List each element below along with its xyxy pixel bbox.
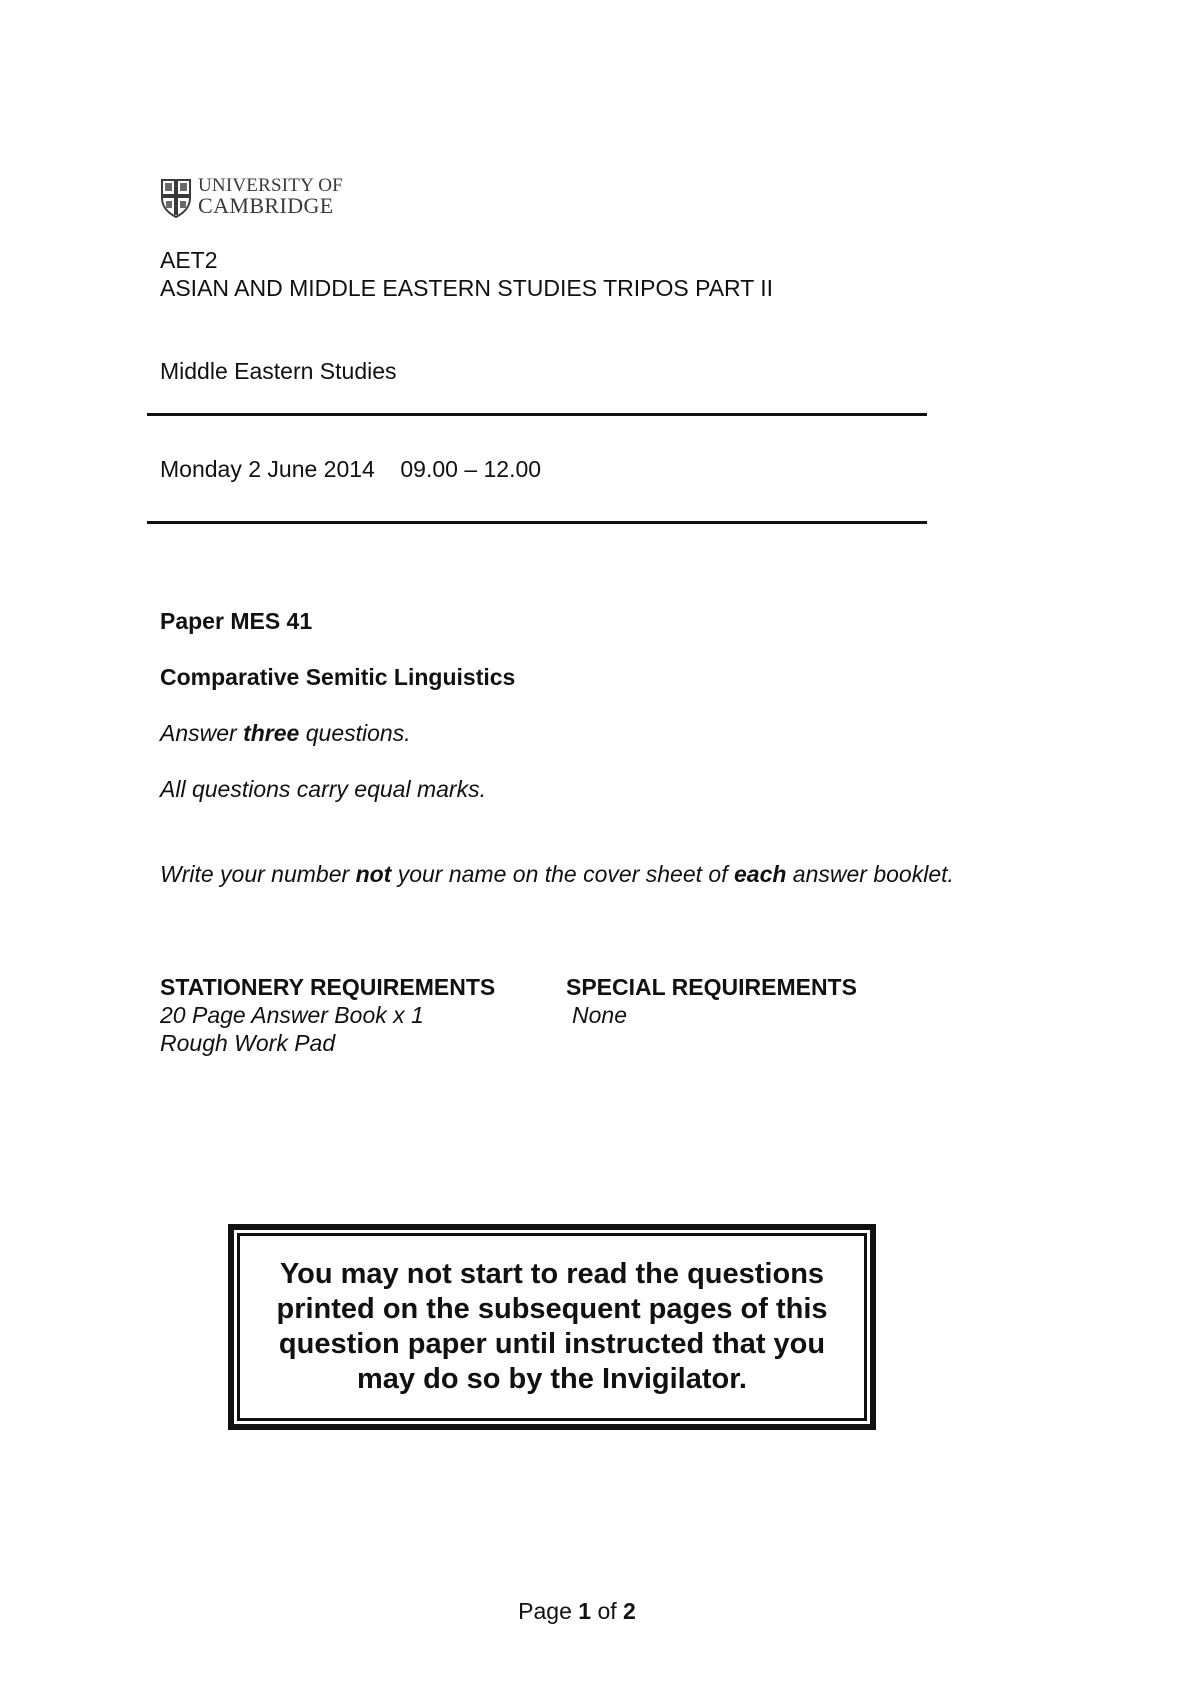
answer-text-pre: Answer (160, 720, 244, 746)
marks-instruction: All questions carry equal marks. (160, 776, 486, 802)
write-emphasis-not: not (355, 861, 392, 887)
invigilator-notice-box (228, 1224, 876, 1430)
stationery-heading: STATIONERY REQUIREMENTS (160, 974, 496, 1000)
answer-count: three (243, 720, 300, 746)
subject-name: Middle Eastern Studies (160, 358, 397, 384)
tripos-title: ASIAN AND MIDDLE EASTERN STUDIES TRIPOS PART II (160, 275, 774, 301)
page-total: 2 (623, 1598, 636, 1624)
university-wordmark (198, 176, 343, 216)
top-divider (147, 413, 927, 416)
paper-code: AET2 (160, 247, 218, 273)
answer-instruction (160, 719, 411, 747)
notice-inner-frame (237, 1233, 867, 1421)
wordmark-line-1: UNIVERSITY OF (198, 175, 343, 196)
answer-text-post: questions. (299, 720, 411, 746)
write-emphasis-each: each (733, 861, 787, 887)
paper-title: Comparative Semitic Linguistics (160, 664, 516, 690)
write-text-pre: Write your number (160, 861, 356, 887)
university-crest-icon (160, 178, 192, 218)
write-text-mid: your name on the cover sheet of (391, 861, 734, 887)
special-value: None (572, 1002, 627, 1028)
bottom-divider (147, 521, 927, 524)
invigilator-notice-text: You may not start to read the questions printed on the subsequent pages of this question paper until instructed that you may do so by the Invigilator. (276, 1258, 828, 1395)
paper-number: Paper MES 41 (160, 608, 313, 634)
page-footer (0, 1598, 1154, 1625)
page-number: 1 (578, 1598, 592, 1624)
wordmark-line-2: CAMBRIDGE (198, 193, 334, 218)
write-text-post: answer booklet. (786, 861, 954, 887)
special-heading: SPECIAL REQUIREMENTS (566, 974, 857, 1000)
exam-date-time: Monday 2 June 2014 09.00 – 12.00 (160, 456, 542, 482)
write-instruction (160, 860, 954, 888)
page-of-label: of (591, 1598, 624, 1624)
stationery-item: 20 Page Answer Book x 1 (160, 1002, 424, 1028)
page-label: Page (518, 1598, 579, 1624)
stationery-item: Rough Work Pad (160, 1030, 336, 1056)
